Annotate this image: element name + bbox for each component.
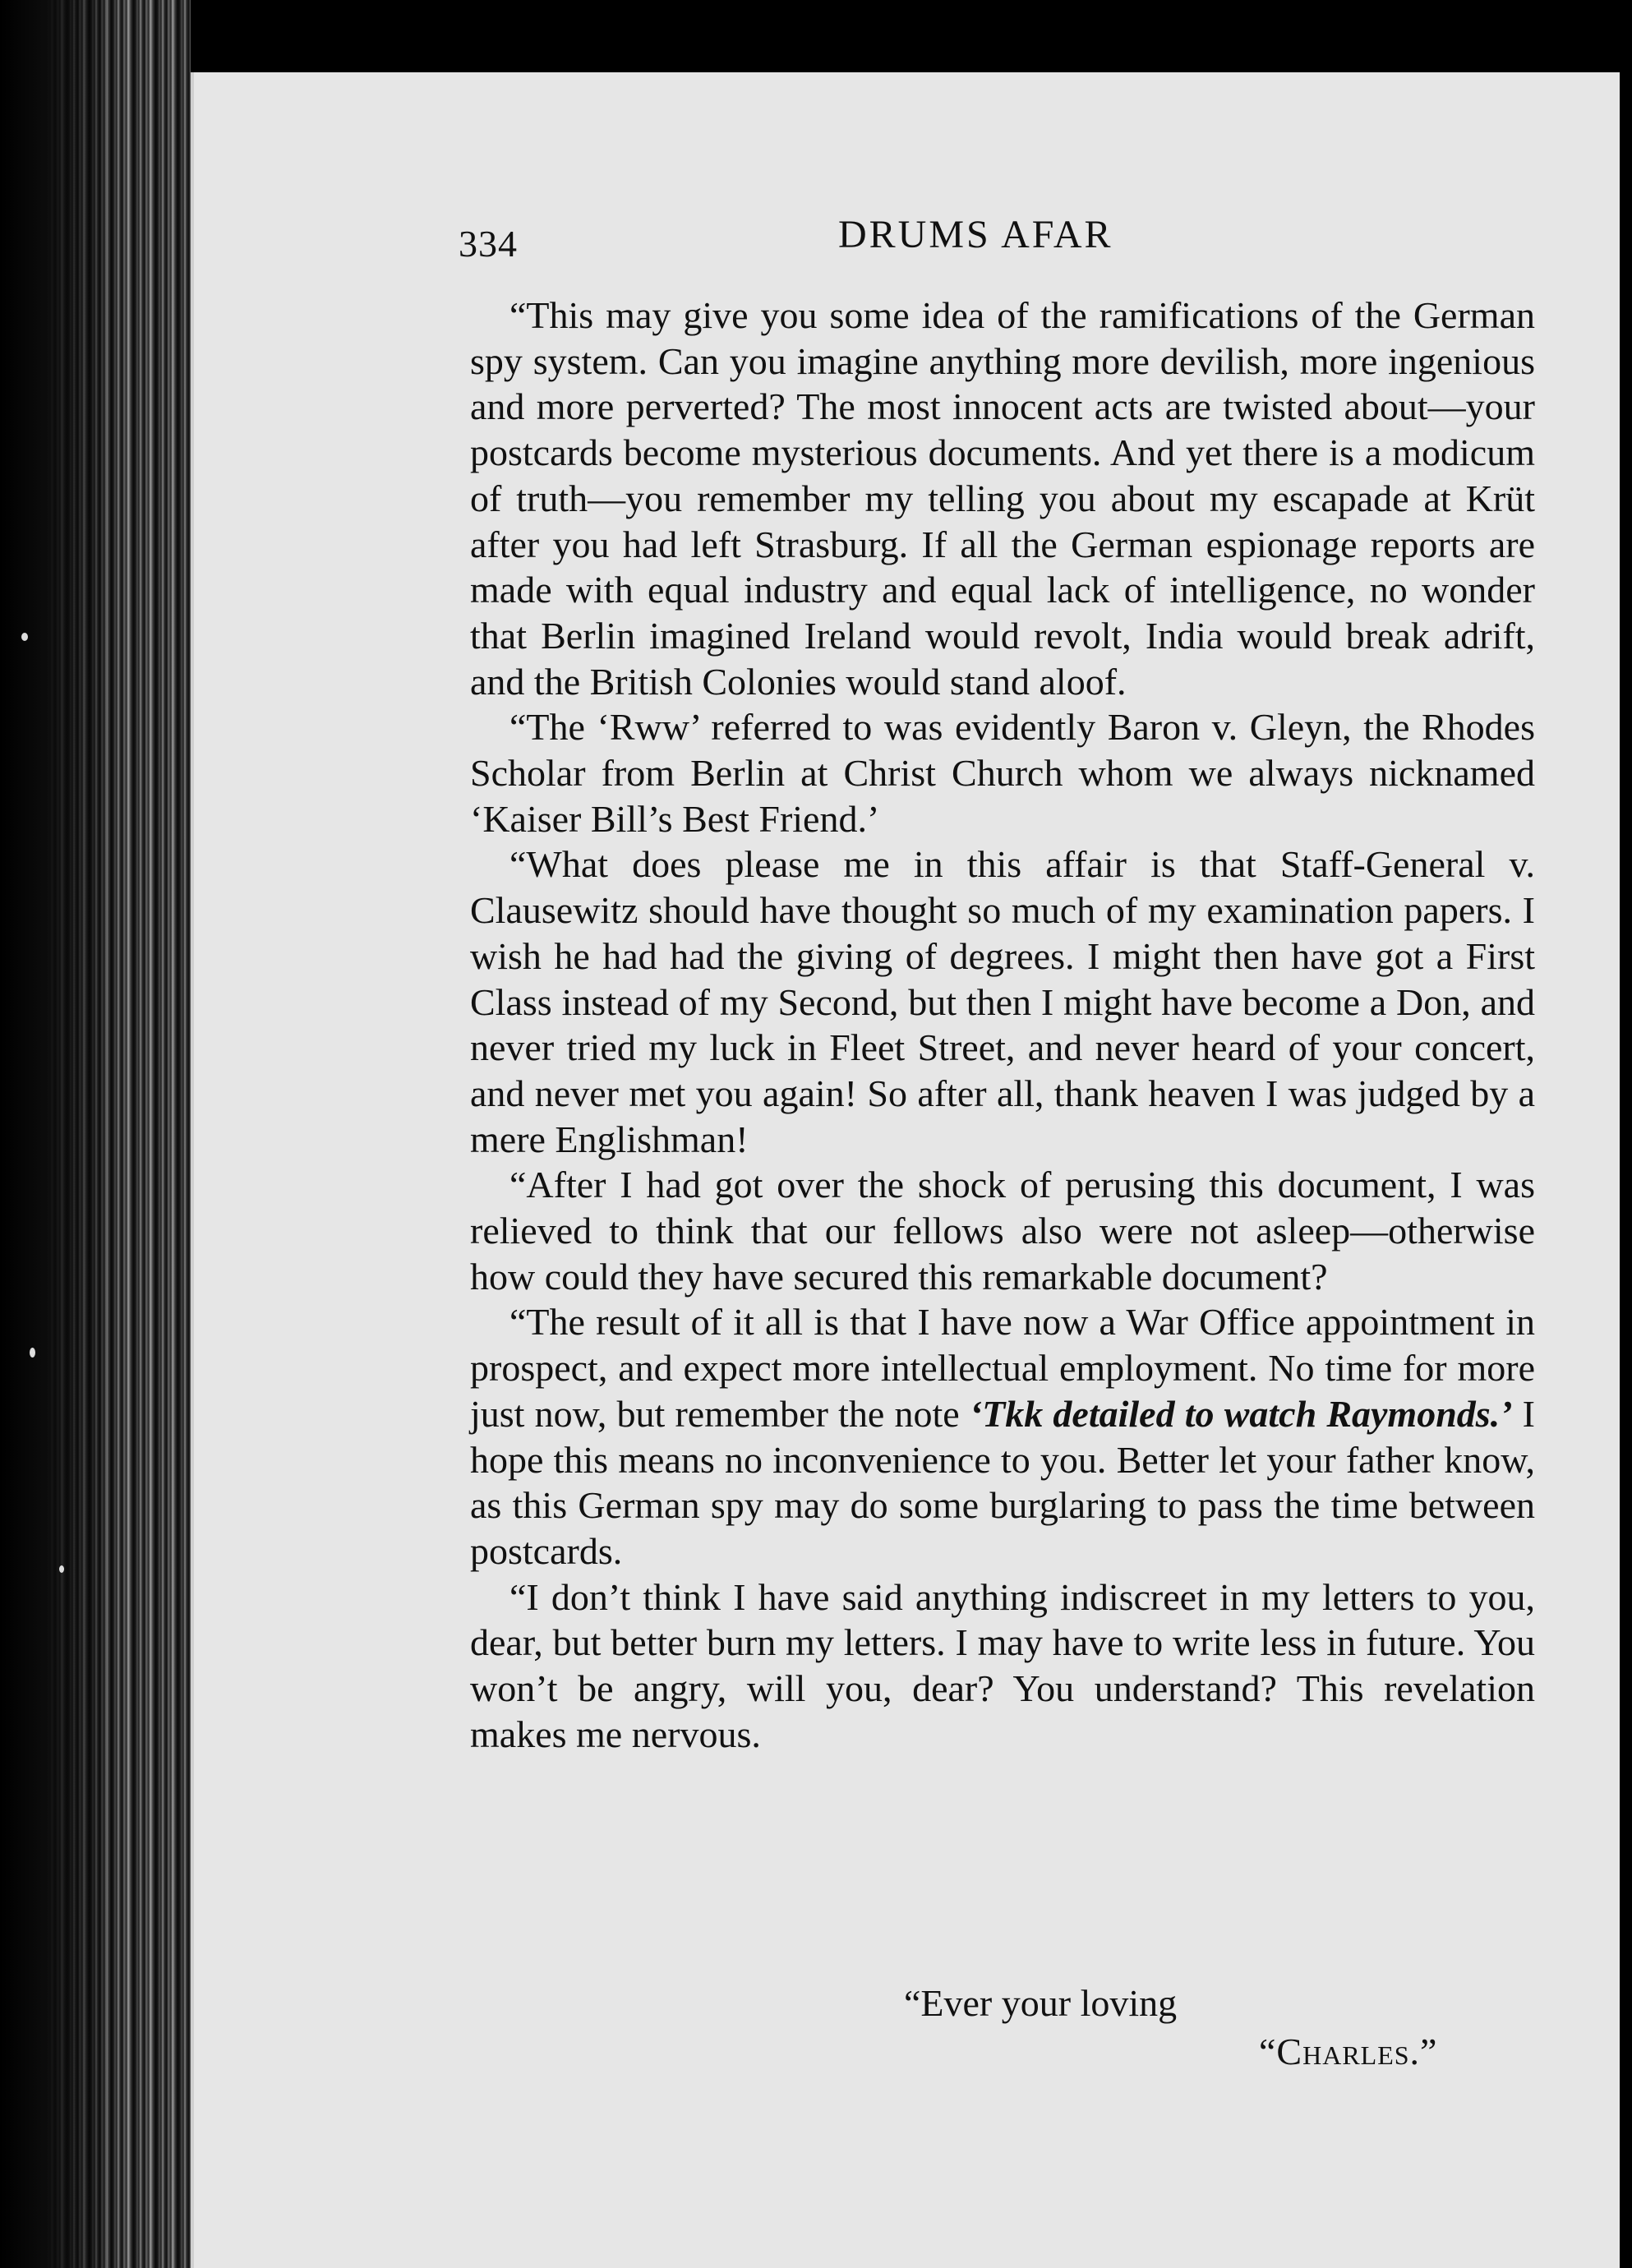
paragraph: [470, 1299, 1535, 1574]
paragraph: “After I had got over the shock of perusing this document, I was relieved to think that our fellows also were not asleep—otherwise how could they have secured this remarkable document?: [470, 1164, 1535, 1298]
paragraph: “I don’t think I have said anything indiscreet in my letters to you, dear, but better burn my letters. I may have to write less in future. You won’t be angry, will you, dear? You understand? This revelation makes me nervous.: [470, 1575, 1535, 1755]
running-head: DRUMS AFAR: [838, 213, 1113, 256]
page-number: 334: [459, 223, 518, 265]
paragraph: “What does please me in this affair is that Staff-General v. Clausewitz should have thought so much of my examination papers. I wish he had had the giving of degrees. I might then have got a First Class instead of my Second, but then I might have become a Don, and never tried my luck in Fleet Street, and never heard of your concert, and never met you again! So after all, thank heaven I was judged by a mere Englishman!: [470, 843, 1535, 1160]
paragraph: “This may give you some idea of the ramifications of the German spy system. Can you imagine anything more devilish, more ingenious and more perverted? The most innocent acts are twisted about—your postcards become mysterious documents. And yet there is a modicum of truth—you remember my telling you about my escapade at Krüt after you had left Strasburg. If all the German espionage reports are made with equal industry and equal lack of intelligence, no wonder that Berlin imagined Ireland would revolt, India would break adrift, and the British Colonies would stand aloof.: [470, 294, 1535, 703]
paragraph-text: I hope this means no inconvenience to you. Better let your father know, as this German spy may do some burglaring to pass the time between postcards.: [470, 1392, 1536, 1572]
paragraph-text: “The result of it all is that I have now a War Office appointment in prospect, and expect more intellectual employment. No time for more just now, but remember the note: [470, 1301, 1535, 1435]
scan-speck: [21, 633, 28, 641]
spine-shadow: [0, 0, 107, 2268]
italic-quote: ‘Tkk detailed to watch Raymonds.’: [969, 1392, 1513, 1435]
valediction: “Ever your loving: [904, 1982, 1178, 2024]
top-border: [191, 0, 1632, 76]
signature: “Charles.”: [1259, 2031, 1438, 2072]
paragraph: “The ‘Rww’ referred to was evidently Baron v. Gleyn, the Rhodes Scholar from Berlin at Christ Church whom we always nicknamed ‘Kaiser Bill’s Best Friend.’: [470, 706, 1535, 840]
scan-speck: [30, 1348, 35, 1358]
scan-speck: [59, 1565, 64, 1573]
body-text: [470, 293, 1535, 1758]
